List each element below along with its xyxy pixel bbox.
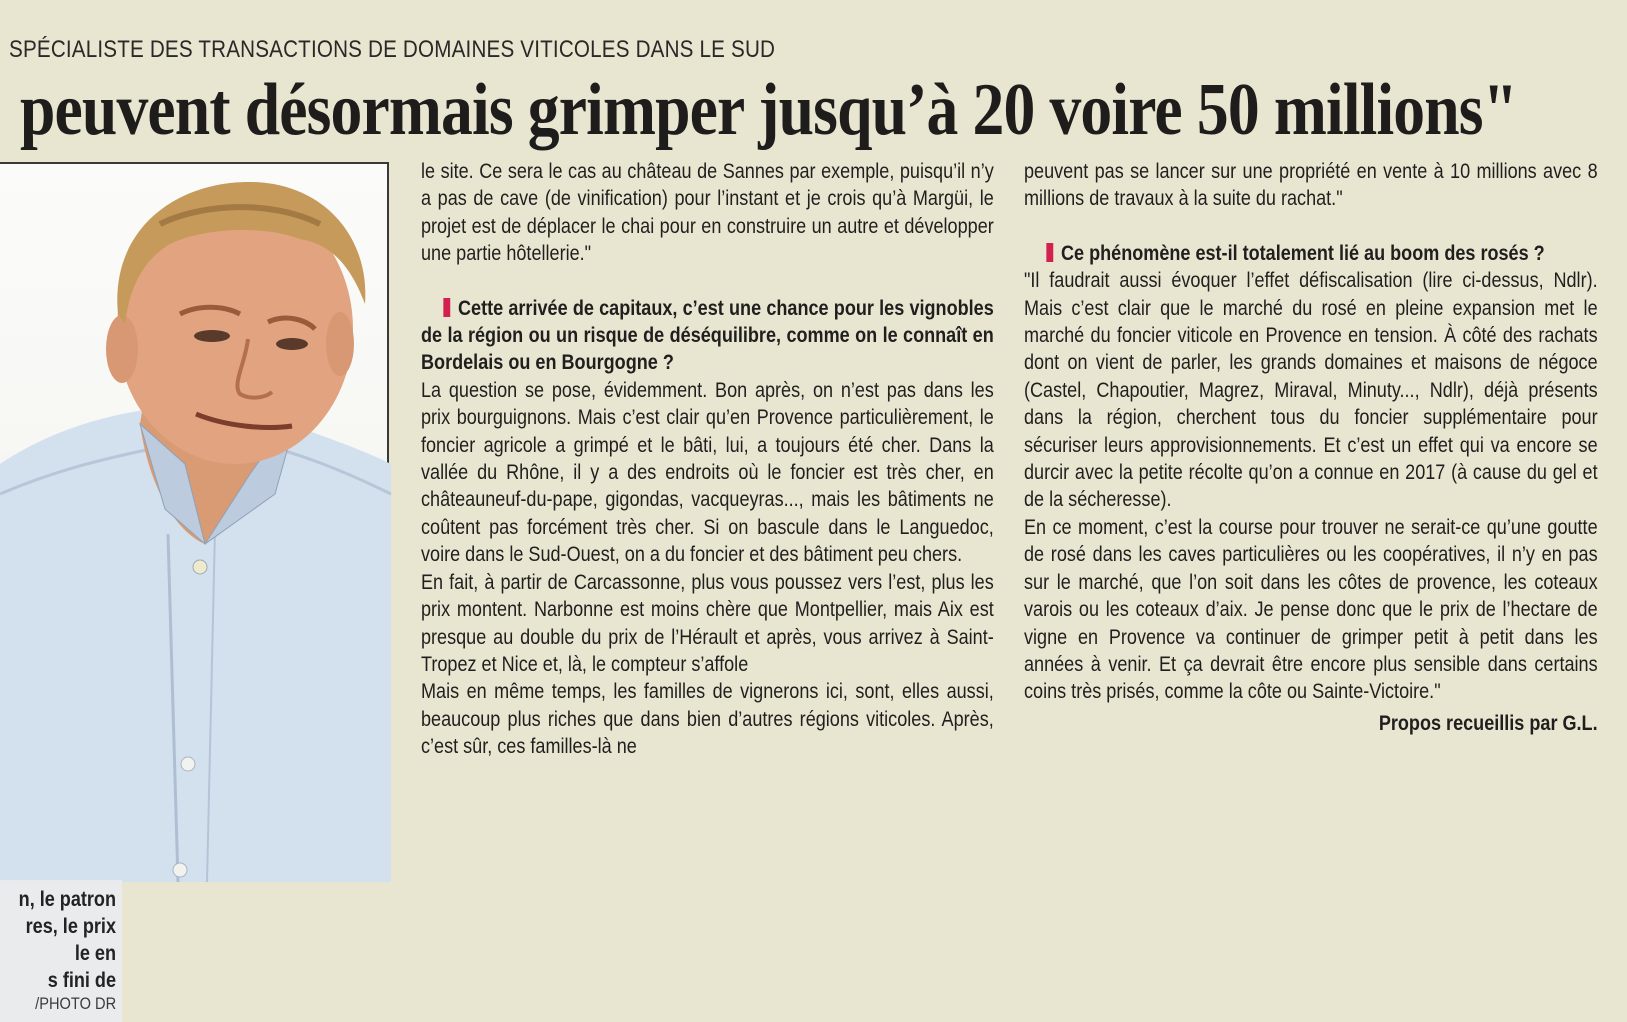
byline-signature: Propos recueillis par G.L. <box>1378 711 1598 735</box>
paragraph: Mais en même temps, les familles de vignerons ici, sont, elles aussi, beaucoup plus riches que dans bien d’autres régions viticoles. Après, c’est sûr, ces familles-là ne <box>421 680 994 759</box>
interview-question <box>1024 240 1598 267</box>
kicker: SPÉCIALISTE DES TRANSACTIONS DE DOMAINES VITICOLES DANS LE SUD <box>9 36 776 63</box>
bullet-marker-icon <box>1046 243 1053 262</box>
portrait-photo <box>0 162 389 1013</box>
caption-line: res, le prix <box>25 915 116 938</box>
interview-question <box>421 295 994 377</box>
article-column-1 <box>421 158 994 761</box>
paragraph: "Il faudrait aussi évoquer l’effet défiscalisation (lire ci-dessus, Ndlr). Mais c’est clair que le marché du rosé en pleine expansion met le marché du foncier viticole en Provence en tension. À côté des rachats dont on vient de parler, les grands domaines et maisons de négoce (Castel, Chapoutier, Magrez, Miraval, Minuty..., Ndlr), déjà présents dans la région, cherchent tous du foncier supplémentaire pour sécuriser leurs approvisionnements. Et c’est un effet qui va encore se durcir avec la petite récolte qu’on a connue en 2017 (à cause du gel et de la sécheresse). <box>1024 269 1598 512</box>
portrait-illustration <box>0 164 391 882</box>
paragraph: La question se pose, évidemment. Bon après, on n’est pas dans les prix bourguignons. Mais c’est clair qu’en Provence particulièrement, le foncier agricole a grimpé et le bâti, lui, a toujours été cher. Dans la vallée du Rhône, il y a des endroits où le foncier est très cher, en châteauneuf-du-pape, gigondas, vacqueyras..., mais les bâtiments ne coûtent pas forcément très cher. Si on bascule dans le Languedoc, voire dans le Sud-Ouest, on a du foncier et des bâtiment peu chers. <box>421 378 994 567</box>
question-text: Cette arrivée de capitaux, c’est une chance pour les vignobles de la région ou un risque de déséquilibre, comme on le connaît en Bordelais ou en Bourgogne ? <box>421 296 994 375</box>
bullet-marker-icon <box>443 298 450 317</box>
paragraph: En fait, à partir de Carcassonne, plus vous poussez vers l’est, plus les prix montent. Narbonne est moins chère que Montpellier, mais Aix est presque au double du prix de l’Hérault et après, vous arrivez à Saint-Tropez et Nice et, là, le compteur s’affole <box>421 570 994 676</box>
photo-credit: /PHOTO DR <box>35 994 116 1013</box>
caption-line: n, le patron <box>18 888 116 911</box>
caption-line: le en <box>74 942 116 965</box>
paragraph: le site. Ce sera le cas au château de Sannes par exemple, puisqu’il n’y a pas de cave (de vinification) pour l’instant et je crois qu’à Margüi, le projet est de déplacer le chai pour en construire un autre et développer une partie hôtellerie." <box>421 160 994 266</box>
paragraph: En ce moment, c’est la course pour trouver ne serait-ce qu’une goutte de rosé dans les caves particulières ou les coopératives, il n’y en pas sur le marché, que l’on soit dans les côtes de provence, les coteaux varois ou les coteaux d’aix. Je pense donc que le prix de l’hectare de vigne en Provence va continuer de grimper petit à petit dans les années à venir. Et ça devrait être encore plus sensible dans certains coins très prisés, comme la côte ou Sainte-Victoire." <box>1024 515 1598 704</box>
article-column-2 <box>1024 158 1598 737</box>
paragraph: peuvent pas se lancer sur une propriété en vente à 10 millions avec 8 millions de travaux à la suite du rachat." <box>1024 160 1598 211</box>
photo-caption <box>0 880 122 1022</box>
caption-line: s fini de <box>47 969 116 992</box>
question-text: Ce phénomène est-il totalement lié au boom des rosés ? <box>1060 241 1545 265</box>
headline: peuvent désormais grimper jusqu’à 20 voire 50 millions" <box>20 69 1518 151</box>
